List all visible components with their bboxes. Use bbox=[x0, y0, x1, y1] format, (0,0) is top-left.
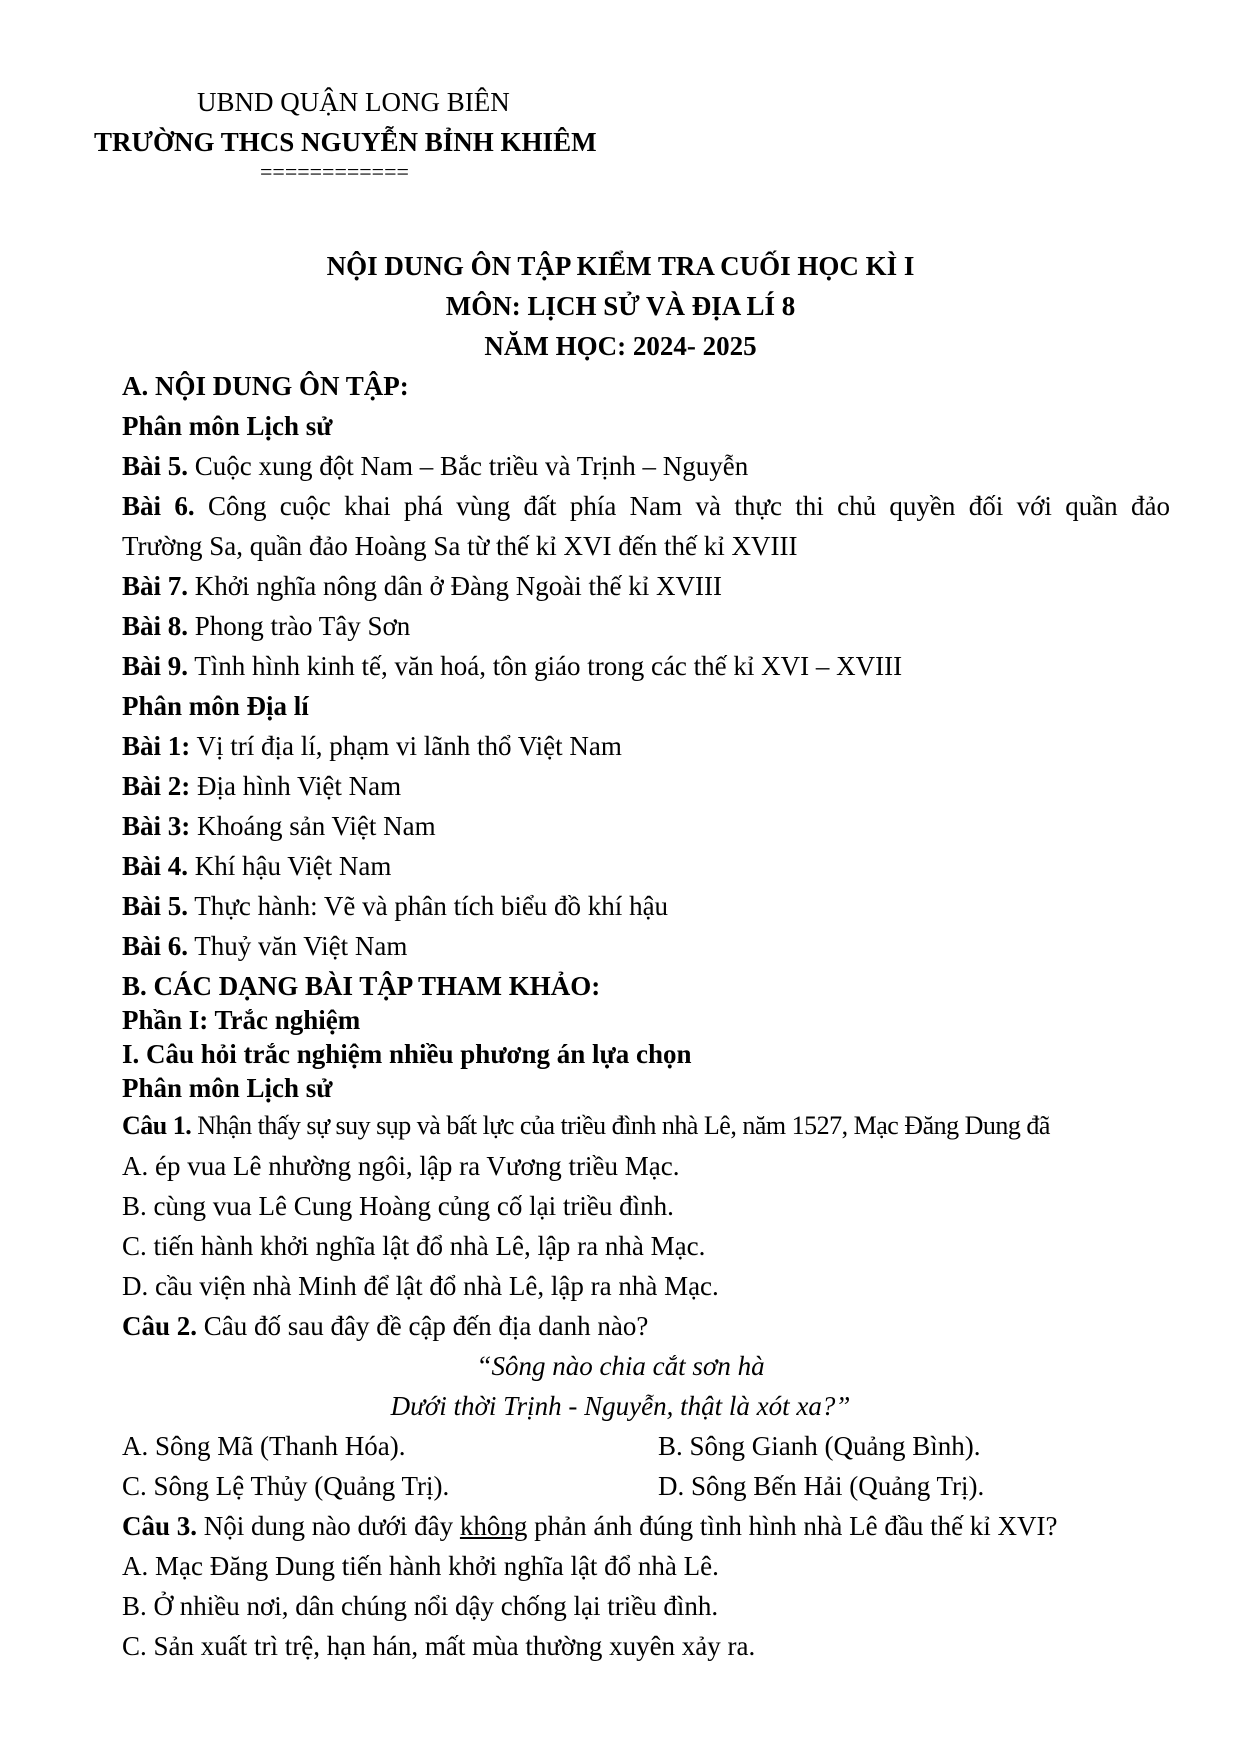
question-1-option-c: C. tiến hành khởi nghĩa lật đổ nhà Lê, lập ra nhà Mạc. bbox=[122, 1231, 706, 1261]
question-2-option-a: A. Sông Mã (Thanh Hóa). bbox=[122, 1431, 406, 1461]
geography-heading: Phân môn Địa lí bbox=[122, 691, 309, 721]
history-lesson-9: Bài 9. Tình hình kinh tế, văn hoá, tôn giáo trong các thế kỉ XVI – XVIII bbox=[122, 651, 903, 681]
part-1-heading: Phần I: Trắc nghiệm bbox=[122, 1005, 361, 1035]
geography-lesson-2: Bài 2: Địa hình Việt Nam bbox=[122, 771, 402, 801]
question-1-option-a: A. ép vua Lê nhường ngôi, lập ra Vương triều Mạc. bbox=[122, 1151, 680, 1181]
question-2-option-b: B. Sông Gianh (Quảng Bình). bbox=[658, 1431, 981, 1461]
geography-lesson-1: Bài 1: Vị trí địa lí, phạm vi lãnh thổ Việt Nam bbox=[122, 731, 622, 761]
doc-title-line1: NỘI DUNG ÔN TẬP KIỂM TRA CUỐI HỌC KÌ I bbox=[326, 251, 915, 281]
geography-lesson-4: Bài 4. Khí hậu Việt Nam bbox=[122, 851, 392, 881]
header-divider: ============ bbox=[260, 159, 409, 184]
question-1: Câu 1. Nhận thấy sự suy sụp và bất lực của triều đình nhà Lê, năm 1527, Mạc Đăng Dung đã bbox=[122, 1111, 1050, 1140]
question-1-option-b: B. cùng vua Lê Cung Hoàng củng cố lại triều đình. bbox=[122, 1191, 674, 1221]
geography-lesson-6: Bài 6. Thuỷ văn Việt Nam bbox=[122, 931, 408, 961]
history-lesson-7: Bài 7. Khởi nghĩa nông dân ở Đàng Ngoài thế kỉ XVIII bbox=[122, 571, 722, 601]
question-1-option-d: D. cầu viện nhà Minh để lật đổ nhà Lê, lập ra nhà Mạc. bbox=[122, 1271, 719, 1301]
district-name: UBND QUẬN LONG BIÊN bbox=[197, 87, 510, 117]
question-2: Câu 2. Câu đố sau đây đề cập đến địa danh nào? bbox=[122, 1311, 649, 1341]
question-2-option-d: D. Sông Bến Hải (Quảng Trị). bbox=[658, 1471, 985, 1501]
section-a-heading: A. NỘI DUNG ÔN TẬP: bbox=[122, 371, 409, 401]
school-name: TRƯỜNG THCS NGUYỄN BỈNH KHIÊM bbox=[94, 127, 597, 157]
section-b-heading: B. CÁC DẠNG BÀI TẬP THAM KHẢO: bbox=[122, 971, 601, 1001]
history-heading: Phân môn Lịch sử bbox=[122, 411, 333, 441]
geography-lesson-5: Bài 5. Thực hành: Vẽ và phân tích biểu đồ khí hậu bbox=[122, 891, 669, 921]
history-lesson-5: Bài 5. Cuộc xung đột Nam – Bắc triều và Trịnh – Nguyễn bbox=[122, 451, 749, 481]
history-lesson-6: Bài 6. Công cuộc khai phá vùng đất phía Nam và thực thi chủ quyền đối với quần đảo bbox=[122, 491, 1170, 521]
history-lesson-6-cont: Trường Sa, quần đảo Hoàng Sa từ thế kỉ XVI đến thế kỉ XVIII bbox=[122, 531, 798, 561]
history-questions-heading: Phân môn Lịch sử bbox=[122, 1073, 333, 1103]
question-3-option-b: B. Ở nhiều nơi, dân chúng nổi dậy chống lại triều đình. bbox=[122, 1591, 719, 1621]
subsection-1-heading: I. Câu hỏi trắc nghiệm nhiều phương án lựa chọn bbox=[122, 1039, 692, 1069]
question-3: Câu 3. Nội dung nào dưới đây không phản ánh đúng tình hình nhà Lê đầu thế kỉ XVI? bbox=[122, 1511, 1058, 1541]
question-3-option-a: A. Mạc Đăng Dung tiến hành khởi nghĩa lật đổ nhà Lê. bbox=[122, 1551, 719, 1581]
doc-title-line3: NĂM HỌC: 2024- 2025 bbox=[484, 331, 757, 361]
question-2-option-c: C. Sông Lệ Thủy (Quảng Trị). bbox=[122, 1471, 450, 1501]
question-2-poem-line2: Dưới thời Trịnh - Nguyễn, thật là xót xa?” bbox=[390, 1391, 851, 1421]
question-3-option-c: C. Sản xuất trì trệ, hạn hán, mất mùa thường xuyên xảy ra. bbox=[122, 1631, 756, 1661]
geography-lesson-3: Bài 3: Khoáng sản Việt Nam bbox=[122, 811, 436, 841]
underlined-keyword: không bbox=[459, 1511, 528, 1541]
question-2-poem-line1: “Sông nào chia cắt sơn hà bbox=[476, 1351, 765, 1381]
doc-title-line2: MÔN: LỊCH SỬ VÀ ĐỊA LÍ 8 bbox=[445, 291, 796, 321]
history-lesson-8: Bài 8. Phong trào Tây Sơn bbox=[122, 611, 411, 641]
